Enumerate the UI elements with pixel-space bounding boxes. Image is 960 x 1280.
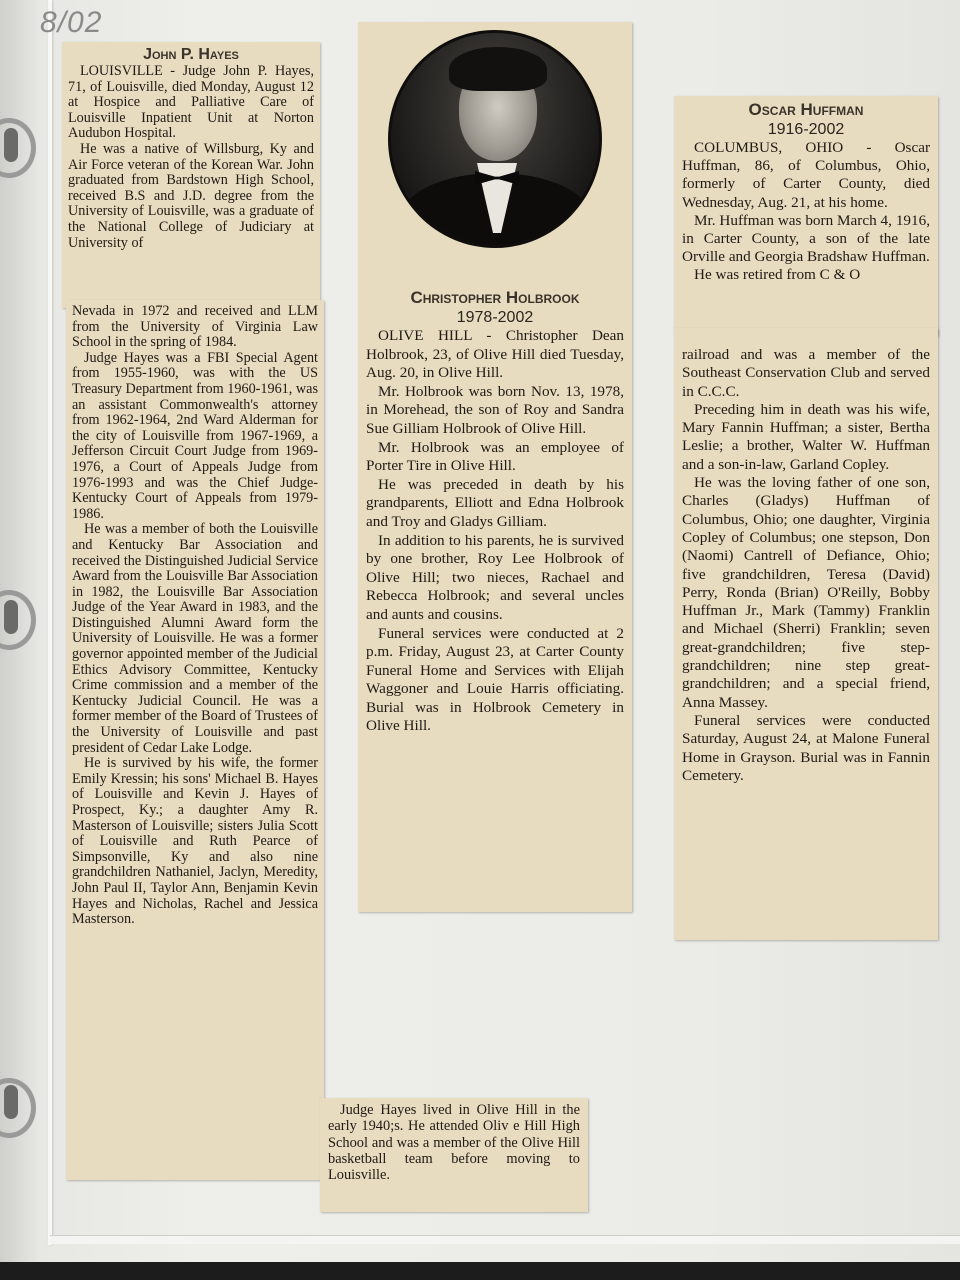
obituary-paragraph: He was retired from C & O [694,266,861,284]
obituary-paragraph: Judge Hayes was a FBI Special Agent from 1955-1960, was with the US Treasury Department from 1960-1961, was an assistant Commonwealth's attorney from 1962-1964, 2nd Ward Alderman for the city of Louisville from 1967-1969, a Jefferson Circuit Court Judge from 1969-1976, a Court of Appeals Judge from 1976-1993 and was the Chief Judge-Kentucky Court of Appeals from 1979-1986. [72,349,318,522]
obituary-years: 1978-2002 [456,309,534,326]
obituary-paragraph: Mr. Holbrook was an employee of Porter Tire in Olive Hill. [366,438,624,475]
binder-ring [0,590,36,650]
clipping-huffman-top [674,96,938,336]
clipping-hayes-top [62,42,320,308]
obituary-paragraph: He was a native of Willsburg, Ky and Air Force veteran of the Korean War. John graduated from Bardstown High School, received B.S and J.D. degree from the University of Louisville, was a graduate of the National College of Judiciary at University of [68,140,314,251]
obituary-paragraph: railroad and was a member of the Southeast Conservation Club and served in C.C.C. [682,346,930,400]
obituary-paragraph: Nevada in 1972 and received and LLM from the University of Virginia Law School in the spring of 1984. [72,303,318,351]
obituary-paragraph: He was a member of both the Louisville and Kentucky Bar Association and received the Distinguished Judicial Service Award from the Louisville Bar Association in 1982, the Louisville Bar Association Judge of the Year Award in 1983, and the Distinguished Alumni Award form the University of Louisville. He was a former governor appointed member of the Judicial Ethics Advisory Committee, Kentucky Crime commission and a member of the Kentucky Judicial Council. He was a former member of the Board of Trustees of the University of Louisville and past president of Cedar Lake Lodge. [72,521,318,756]
obituary-paragraph: He is survived by his wife, the former Emily Kressin; his sons' Michael B. Hayes of Louisville and Kevin J. Hayes of Prospect, Ky.; a daughter Amy R. Masterson of Louisville; sisters Julia Scott of Louisville and Ruth Pearce of Simpsonville, Ky and also nine grandchildren Nathaniel, Jaclyn, Meredity, John Paul II, Taylor Ann, Benjamin Kevin Hayes and Nicholas, Rachel and Jessica Masterson. [72,755,318,928]
clipping-holbrook [358,22,632,912]
obituary-paragraph: Mr. Huffman was born March 4, 1916, in Carter County, a son of the late Orville and Georgia Bradshaw Huffman. [682,211,930,266]
obituary-paragraph: COLUMBUS, OHIO - Oscar Huffman, 86, of Columbus, Ohio, formerly of Carter County, died Wednesday, Aug. 21, at his home. [682,139,930,211]
obituary-name: Oscar Huffman [748,100,864,119]
clipping-hayes-continued [66,300,324,1180]
obituary-paragraph: Preceding him in death was his wife, Mary Fannin Huffman; a sister, Bertha Leslie; a brother, Walter W. Huffman and a son-in-law, Garland Copley. [682,400,930,473]
obituary-paragraph: Funeral services were conducted Saturday, August 24, at Malone Funeral Home in Grayson. Burial was in Fannin Cemetery. [682,711,930,784]
obituary-paragraph: He was the loving father of one son, Charles (Gladys) Huffman of Columbus, Ohio; one daughter, Virginia Copley of Columbus; one stepson, Don (Naomi) Cantrell of Defiance, Ohio; five grandchildren, Teresa (David) Perry, Ronda (Brian) O'Reilly, Bobby Huffman Jr., Mark (Tammy) Franklin and Michael (Sherri) Franklin; seven great-grandchildren; five step-grandchildren; nine step great-grandchildren; and a special friend, Anna Massey. [682,474,930,711]
obituary-paragraph: In addition to his parents, he is survived by one brother, Roy Lee Holbrook of Olive Hill; two nieces, Rachael and Rebecca Holbrook; and several uncles and aunts and cousins. [366,531,624,623]
sheet-protector-edge [48,0,52,1245]
sheet-protector-bottom [50,1235,960,1244]
binder-ring [0,1078,36,1138]
obituary-years: 1916-2002 [767,121,845,138]
obituary-paragraph: He was preceded in death by his grandparents, Elliott and Edna Holbrook and Troy and Gladys Gilliam. [366,475,624,530]
obituary-paragraph: LOUISVILLE - Judge John P. Hayes, 71, of Louisville, died Monday, August 12 at Hospice and Palliative Care of Louisville Inpatient Unit at Norton Audubon Hospital. [68,63,314,142]
obituary-paragraph: Judge Hayes lived in Olive Hill in the early 1940;s. He attended Oliv e Hill High School and was a member of the Olive Hill basketball team before moving to Louisville. [328,1102,580,1184]
clipping-hayes-addendum [320,1098,588,1212]
obituary-paragraph: OLIVE HILL - Christopher Dean Holbrook, 23, of Olive Hill died Tuesday, Aug. 20, in Olive Hill. [366,327,624,382]
photo-hair [449,47,547,91]
handwritten-date: 8/02 [40,6,103,39]
obituary-paragraph: Mr. Holbrook was born Nov. 13, 1978, in Morehead, the son of Roy and Sandra Sue Gilliam Holbrook of Olive Hill. [366,382,624,437]
binder-ring [0,118,36,178]
obituary-paragraph: Funeral services were conducted at 2 p.m. Friday, August 23, at Carter County Funeral Home and Services with Elijah Waggoner and Louie Harris officiating. Burial was in Holbrook Cemetery in Olive Hill. [366,624,624,735]
obituary-name: Christopher Holbrook [410,288,580,307]
portrait-photo [388,30,602,248]
obituary-name: John P. Hayes [143,46,239,63]
clipping-huffman-continued [674,328,938,940]
